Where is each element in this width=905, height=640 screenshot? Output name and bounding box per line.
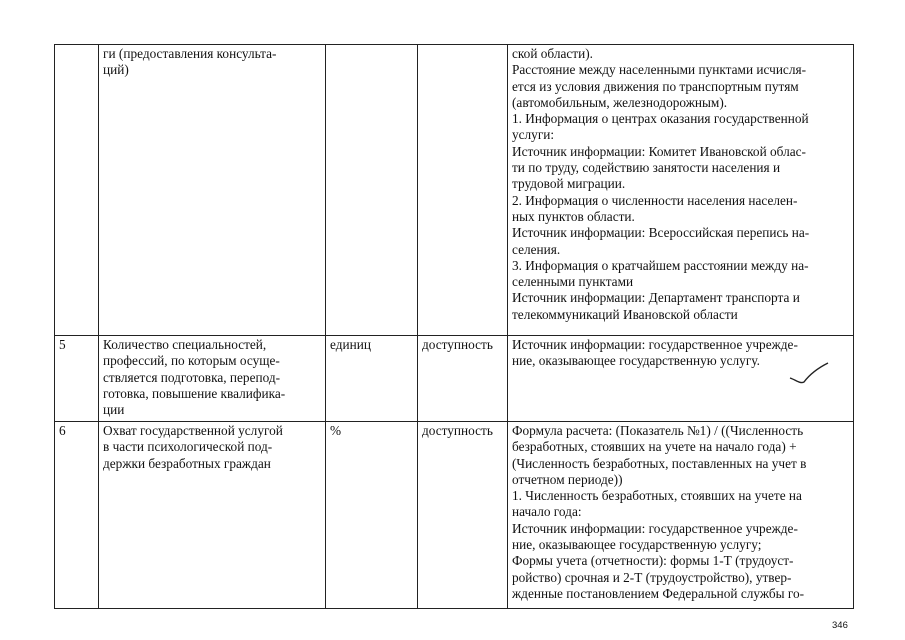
calculation-method-cell: Формула расчета: (Показатель №1) / ((Численность безработных, стоявших на учете на начало года) + (Численность безработных, поставленных на учет в отчетном периоде)) 1. Численность безработных, стоявших на учете на начало года: Источник информации: государственное учрежде- ние, оказывающее государственную услугу; Формы учета (отчетности): формы 1-Т (трудоуст- ройство) срочная и 2-Т (трудоустройство), утвер- жденные постановлением Федеральной службы го- — [508, 422, 854, 609]
unit-cell — [326, 45, 418, 336]
indicator-name-cell: Охват государственной услугой в части психологической под- держки безработных граждан — [99, 422, 326, 609]
row-number-cell: 6 — [55, 422, 99, 609]
handwritten-check-mark — [786, 360, 830, 388]
table-row — [55, 336, 854, 422]
table-row — [55, 45, 854, 336]
unit-cell: % — [326, 422, 418, 609]
criterion-cell: доступность — [418, 422, 508, 609]
row-number-cell — [55, 45, 99, 336]
indicator-name-cell: Количество специальностей, профессий, по которым осуще- ствляется подготовка, перепод- готовка, повышение квалифика- ции — [99, 336, 326, 422]
indicator-name-cell: ги (предоставления консульта- ций) — [99, 45, 326, 336]
calculation-method-cell: ской области). Расстояние между населенными пунктами исчисля- ется из условия движения по транспортным путям (автомобильным, железнодорожным). 1. Информация о центрах оказания государственной услуги: Источник информации: Комитет Ивановской облас- ти по труду, содействию занятости населения и трудовой миграции. 2. Информация о численности населения населен- ных пунктов области. Источник информации: Всероссийская перепись на- селения. 3. Информация о кратчайшем расстоянии между на- селенными пунктами Источник информации: Департамент транспорта и телекоммуникаций Ивановской области — [508, 45, 854, 336]
criterion-cell — [418, 45, 508, 336]
page-number: 346 — [832, 620, 848, 631]
table-row — [55, 422, 854, 609]
calculation-method-cell: Источник информации: государственное учрежде- ние, оказывающее государственную услугу. — [508, 336, 854, 422]
indicators-table — [54, 44, 854, 609]
unit-cell: единиц — [326, 336, 418, 422]
criterion-cell: доступность — [418, 336, 508, 422]
row-number-cell: 5 — [55, 336, 99, 422]
